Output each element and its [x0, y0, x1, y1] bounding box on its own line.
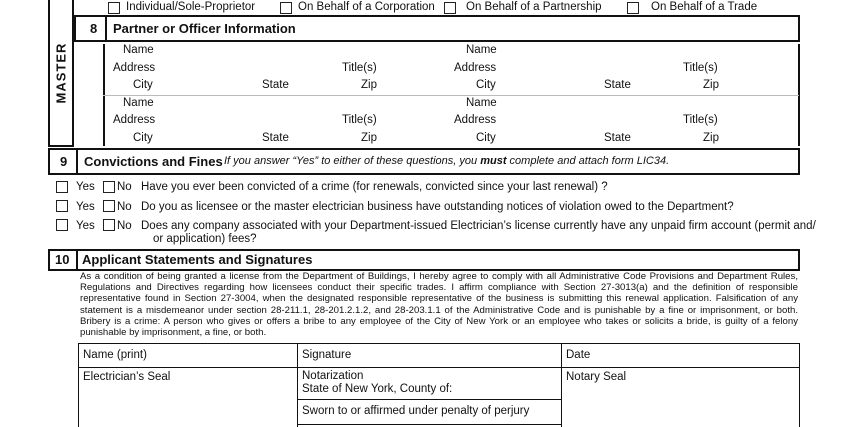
partner4-zip-label: Zip — [703, 132, 719, 144]
partner2-state-label: State — [604, 79, 631, 91]
corporation-label: On Behalf of a Corporation — [298, 1, 435, 13]
partner3-name-label: Name — [123, 97, 154, 109]
name-print-field[interactable]: Name (print) — [83, 349, 147, 361]
section-8-number-divider — [105, 15, 107, 42]
signature-field[interactable]: Signature — [302, 349, 352, 361]
signature-row-divider — [78, 367, 800, 368]
partner2-city-label: City — [476, 79, 496, 91]
partner1-zip-label: Zip — [361, 79, 377, 91]
q3-no-label: No — [117, 220, 132, 232]
partner4-state-label: State — [604, 132, 631, 144]
signature-grid-divider-1 — [297, 343, 298, 427]
q2-yes-label: Yes — [76, 201, 95, 213]
section-9-number: 9 — [60, 154, 68, 169]
signature-grid-right — [799, 343, 800, 427]
section-10-number: 10 — [55, 252, 70, 267]
q1-no-checkbox[interactable] — [103, 181, 115, 193]
q2-no-checkbox[interactable] — [103, 200, 115, 212]
q3-question-text-continued: or application) fees? — [153, 233, 257, 245]
partner2-address-label: Address — [454, 62, 497, 74]
corporation-checkbox[interactable] — [280, 2, 292, 14]
individual-sole-proprietor-label: Individual/Sole-Proprietor — [126, 1, 256, 13]
trade-label: On Behalf of a Trade — [651, 1, 758, 13]
partner-row-divider — [103, 95, 799, 96]
partner3-zip-label: Zip — [361, 132, 377, 144]
partner3-state-label: State — [262, 132, 289, 144]
section-9-note-end: complete and attach form LIC34. — [506, 155, 670, 167]
q1-yes-label: Yes — [76, 181, 95, 193]
partner3-titles-label: Title(s) — [342, 114, 377, 126]
partnership-checkbox[interactable] — [444, 2, 456, 14]
q1-yes-checkbox[interactable] — [56, 181, 68, 193]
q1-no-label: No — [117, 181, 132, 193]
section-8-title: Partner or Officer Information — [113, 21, 296, 36]
section-10-number-divider — [76, 249, 78, 271]
sworn-affirmed-label: Sworn to or affirmed under penalty of perjury — [302, 405, 530, 417]
electrician-seal-label: Electrician’s Seal — [83, 371, 171, 383]
signature-grid-divider-2 — [561, 343, 562, 427]
partner3-address-label: Address — [113, 114, 156, 126]
date-field[interactable]: Date — [566, 349, 591, 361]
master-bar-bottom — [48, 145, 74, 147]
signature-grid-left — [78, 343, 79, 427]
statement-line: statement is a misdemeanor under section 28-211.1, 28-201.2.1.2, and 28-203.1.1 of the Administrative Code and is punishable by a fine or imprisonment, or both. — [80, 304, 798, 316]
q3-question-text: Does any company associated with your Department-issued Electrician’s license currently have any unpaid firm account (permit and/ — [141, 220, 816, 232]
notary-seal-label: Notary Seal — [566, 371, 627, 383]
q2-no-label: No — [117, 201, 132, 213]
notarization-divider — [297, 399, 561, 400]
partnership-label: On Behalf of a Partnership — [466, 1, 602, 13]
q3-yes-checkbox[interactable] — [56, 219, 68, 231]
q1-question-text: Have you ever been convicted of a crime (for renewals, convicted since your last renewal) ? — [141, 181, 608, 193]
applicant-statement-paragraph — [80, 271, 798, 338]
partner1-state-label: State — [262, 79, 289, 91]
partner1-titles-label: Title(s) — [342, 62, 377, 74]
section-9-number-divider — [76, 148, 78, 175]
statement-line: As a condition of being granted a license from the Department of Buildings, I hereby agree to comply with all Administrative Code Provisions and Department Rules, — [80, 271, 798, 282]
q3-yes-label: Yes — [76, 220, 95, 232]
statement-line: representative found in Section 27-3004, when the designated responsible representative of the business is submitting this renewal application. Falsification of any — [80, 293, 798, 305]
master-side-bar — [48, 0, 74, 146]
partner2-titles-label: Title(s) — [683, 62, 718, 74]
statement-line: punishable by imprisonment, a fine, or both. — [80, 327, 267, 339]
sworn-divider — [297, 424, 561, 425]
notarization-label: Notarization — [302, 370, 364, 382]
section-8-number: 8 — [90, 21, 98, 36]
partner4-address-label: Address — [454, 114, 497, 126]
q2-question-text: Do you as licensee or the master electrician business have outstanding notices of violation owed to the Department? — [141, 201, 734, 213]
partner4-name-label: Name — [466, 97, 497, 109]
individual-sole-proprietor-checkbox[interactable] — [108, 2, 120, 14]
master-side-label: MASTER — [53, 42, 69, 104]
partner2-name-label: Name — [466, 44, 497, 56]
state-county-field[interactable]: State of New York, County of: — [302, 383, 453, 395]
section-9-note-start: If you answer “Yes” to either of these questions, you — [224, 155, 481, 167]
partner4-titles-label: Title(s) — [683, 114, 718, 126]
statement-line: Regulations and Directives regarding how licensees conduct their specific trades. I affirm compliance with Section 27-3013(a) and the definition of responsible — [80, 282, 798, 294]
section-9-note — [224, 155, 669, 168]
q3-no-checkbox[interactable] — [103, 219, 115, 231]
partner3-city-label: City — [133, 132, 153, 144]
trade-checkbox[interactable] — [627, 2, 639, 14]
statement-line: Bribery is a crime: A person who gives or offers a bribe to any employee of the City of New York or an employee who takes or solicits a bride, is guilty of a felony — [80, 315, 798, 327]
partner1-address-label: Address — [113, 62, 156, 74]
q2-yes-checkbox[interactable] — [56, 200, 68, 212]
signature-grid-top — [78, 343, 800, 344]
partner1-name-label: Name — [123, 44, 154, 56]
section-9-title: Convictions and Fines — [84, 154, 223, 169]
partner1-city-label: City — [133, 79, 153, 91]
section-9-note-must: must — [480, 155, 507, 167]
section-10-title: Applicant Statements and Signatures — [82, 252, 313, 267]
partner4-city-label: City — [476, 132, 496, 144]
partner2-zip-label: Zip — [703, 79, 719, 91]
